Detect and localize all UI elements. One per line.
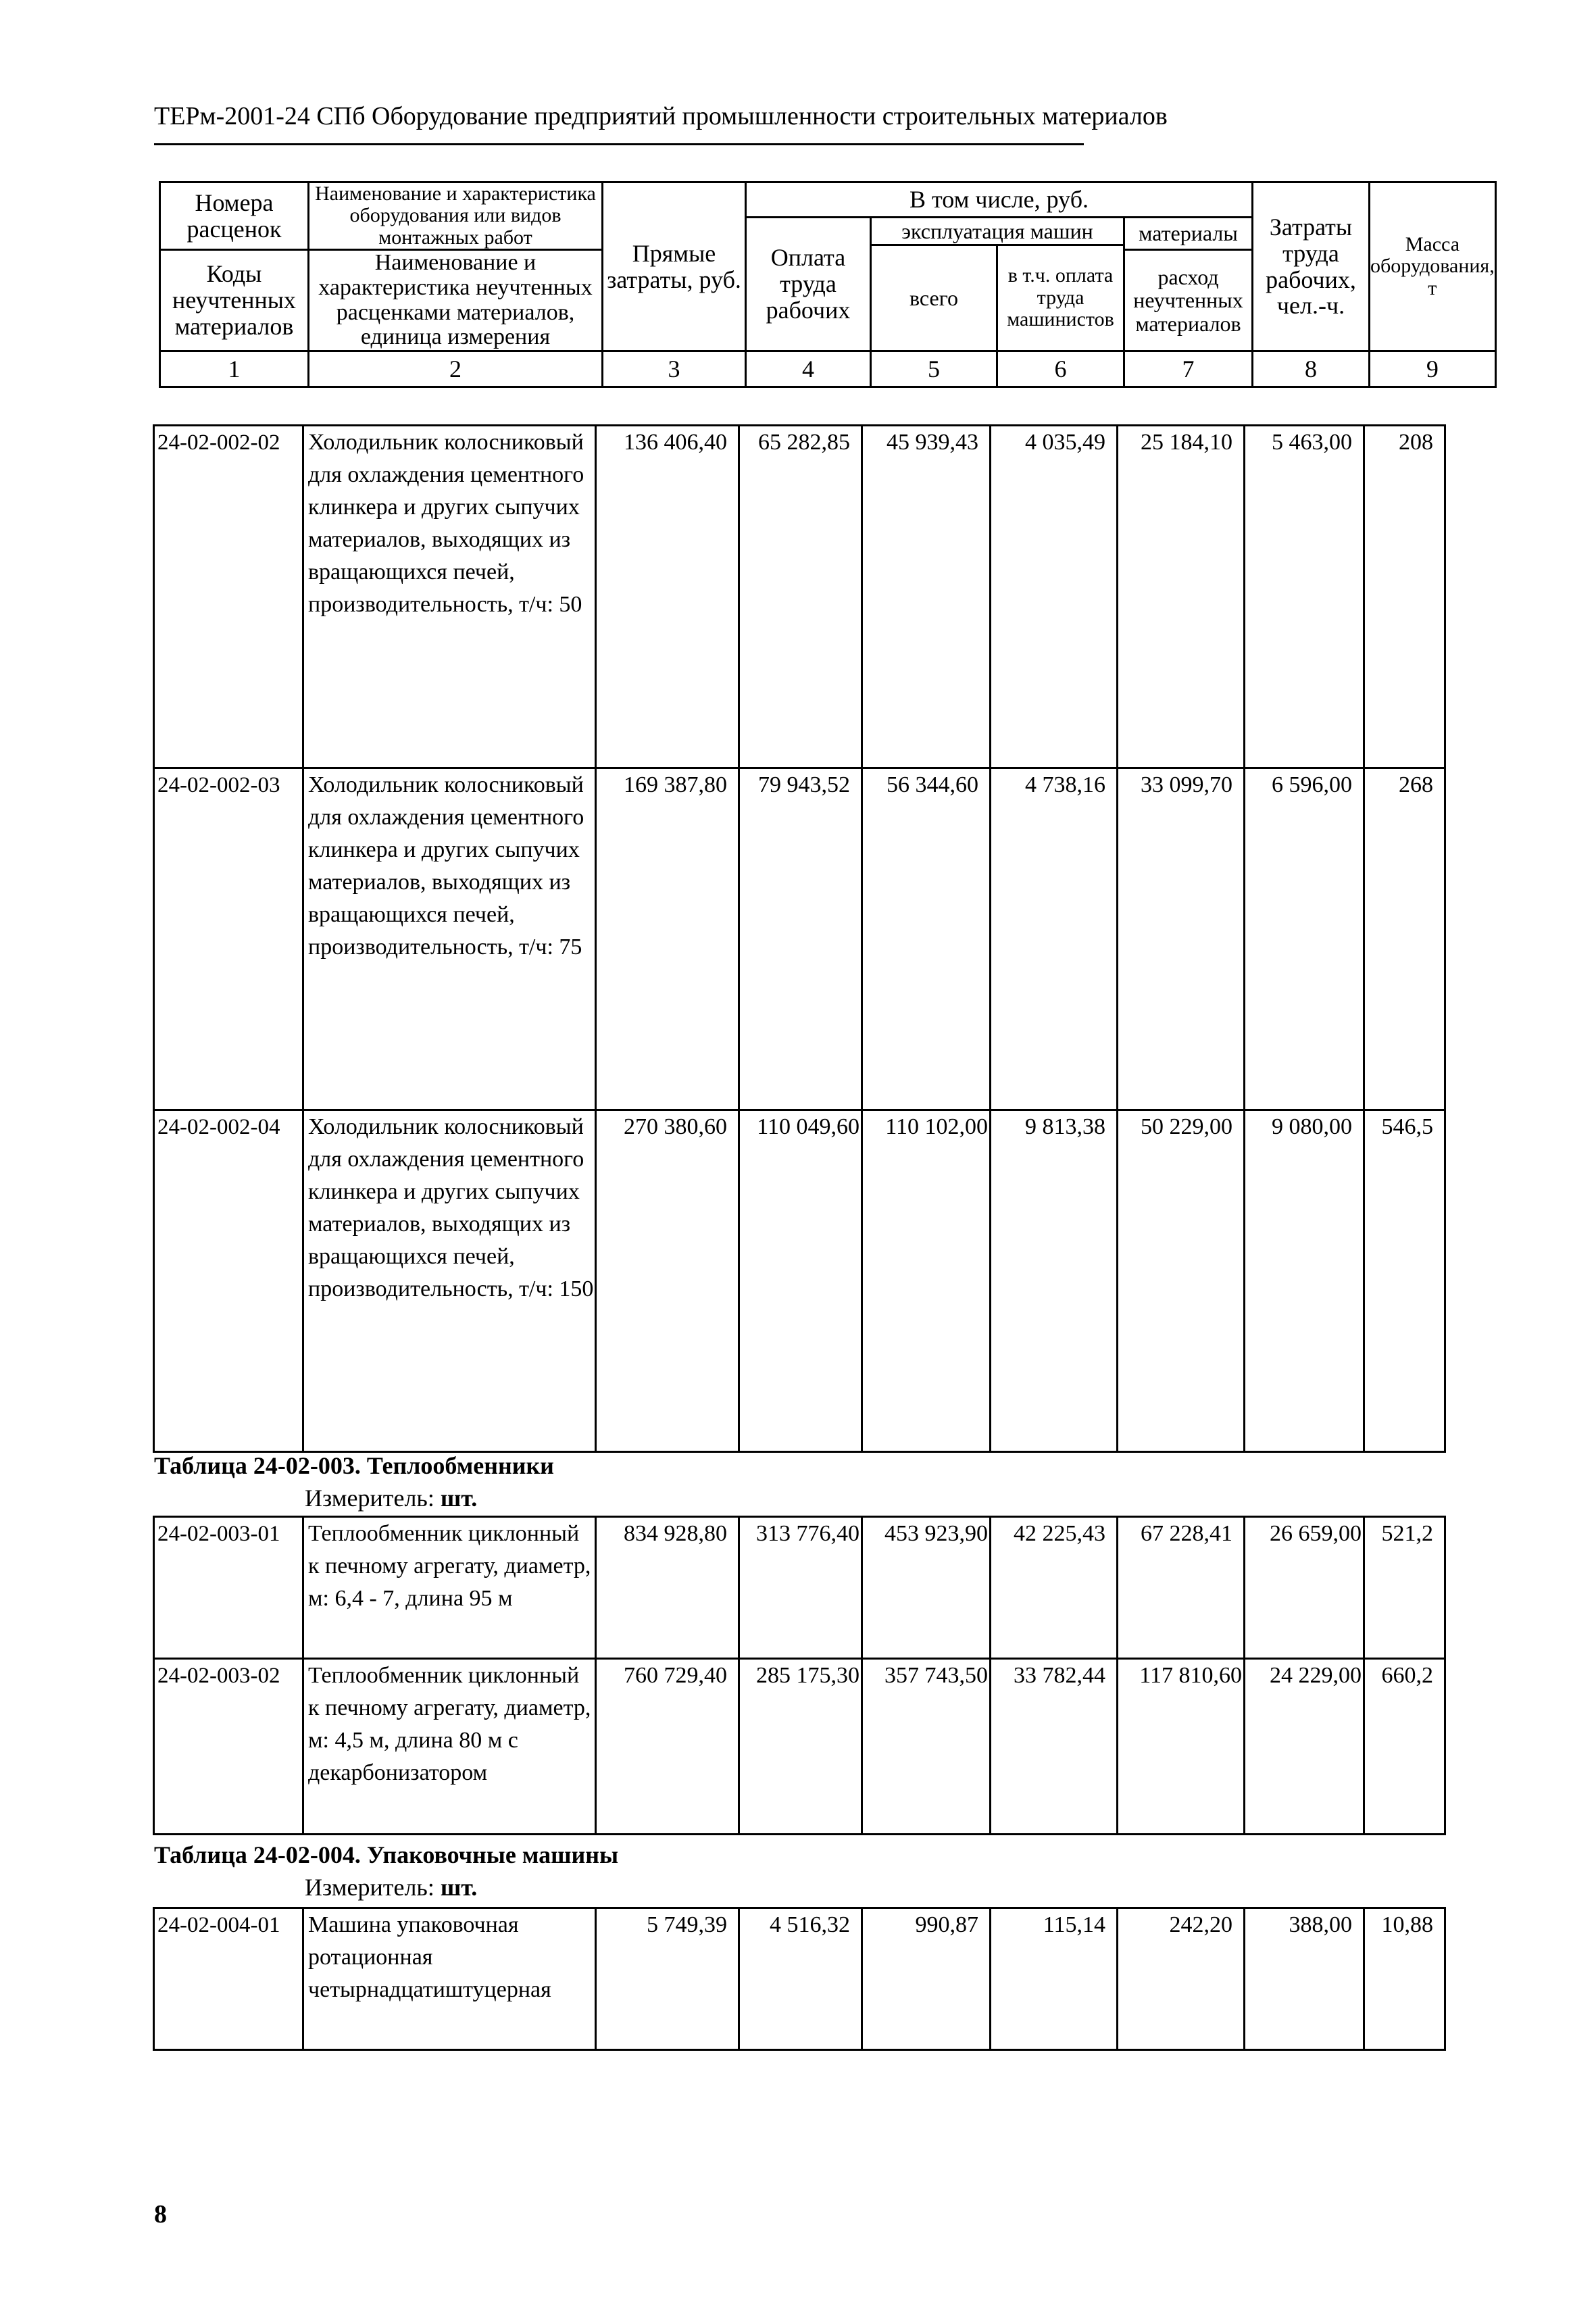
- equipment-mass: 660,2: [1364, 1659, 1445, 1835]
- labor-hours: 5 463,00: [1245, 426, 1364, 768]
- operators-cost: 4 738,16: [991, 768, 1118, 1110]
- rate-name: Теплообменник циклонный к печному агрегату, диаметр, м: 6,4 - 7, длина 95 м: [303, 1517, 596, 1659]
- labor-hours: 388,00: [1245, 1908, 1364, 2050]
- machines-cost: 110 102,00: [862, 1110, 991, 1452]
- table-row: [154, 1110, 1445, 1452]
- measure-unit-003: [305, 1484, 477, 1512]
- col-number: 8: [1253, 351, 1370, 387]
- labor-hours: 6 596,00: [1245, 768, 1364, 1110]
- running-header: ТЕРм-2001-24 СПб Оборудование предприятий промышленности строительных материалов: [154, 102, 1168, 130]
- materials-cost: 242,20: [1118, 1908, 1245, 2050]
- labor-cost: 65 282,85: [739, 426, 862, 768]
- col-number: 7: [1124, 351, 1253, 387]
- labor-hours: 24 229,00: [1245, 1659, 1364, 1835]
- labor-cost: 4 516,32: [739, 1908, 862, 2050]
- labor-cost: 79 943,52: [739, 768, 862, 1110]
- materials-header: материалы: [1124, 218, 1253, 250]
- column-header-table: [159, 181, 1497, 388]
- table-row: [154, 1517, 1445, 1659]
- operators-cost: 9 813,38: [991, 1110, 1118, 1452]
- equipment-mass: 268: [1364, 768, 1445, 1110]
- col-number: 3: [603, 351, 746, 387]
- col-number: 4: [746, 351, 871, 387]
- rates-table-002: [153, 424, 1446, 1453]
- direct-cost: 270 380,60: [596, 1110, 739, 1452]
- col-name-header: Наименование и характеристика оборудования или видов монтажных работ: [309, 182, 603, 250]
- rate-code: 24-02-002-03: [154, 768, 303, 1110]
- measure-label: Измеритель:: [305, 1874, 434, 1901]
- direct-cost: 760 729,40: [596, 1659, 739, 1835]
- measure-value: шт.: [440, 1485, 478, 1512]
- equipment-mass: 546,5: [1364, 1110, 1445, 1452]
- measure-unit-004: [305, 1873, 477, 1901]
- rate-code: 24-02-002-02: [154, 426, 303, 768]
- rate-name: Машина упаковочная ротационная четырнадцатиштуцерная: [303, 1908, 596, 2050]
- machines-cost: 357 743,50: [862, 1659, 991, 1835]
- rate-code: 24-02-003-02: [154, 1659, 303, 1835]
- machines-header: эксплуатация машин: [871, 218, 1124, 245]
- page-number: 8: [154, 2200, 167, 2229]
- operators-cost: 42 225,43: [991, 1517, 1118, 1659]
- materials-cost: 50 229,00: [1118, 1110, 1245, 1452]
- rates-table-004: [153, 1907, 1446, 2051]
- direct-cost: 834 928,80: [596, 1517, 739, 1659]
- materials-cost: 67 228,41: [1118, 1517, 1245, 1659]
- equipment-mass: 521,2: [1364, 1517, 1445, 1659]
- rate-code: 24-02-004-01: [154, 1908, 303, 2050]
- table-caption-003: Таблица 24-02-003. Теплообменники: [154, 1452, 554, 1479]
- operators-cost: 115,14: [991, 1908, 1118, 2050]
- rates-table-003: [153, 1516, 1446, 1835]
- col-materials-codes-header: Коды неучтенных материалов: [160, 250, 309, 351]
- group-header: В том числе, руб.: [746, 182, 1253, 218]
- rate-code: 24-02-002-04: [154, 1110, 303, 1452]
- materials-cost: 117 810,60: [1118, 1659, 1245, 1835]
- labor-cost: 285 175,30: [739, 1659, 862, 1835]
- operators-cost: 33 782,44: [991, 1659, 1118, 1835]
- col-materials-usage-header: расход неучтенных материалов: [1124, 250, 1253, 351]
- equipment-mass: 10,88: [1364, 1908, 1445, 2050]
- rate-name: Холодильник колосниковый для охлаждения цементного клинкера и других сыпучих материалов, выходящих из вращающихся печей, производительность, т/ч: 75: [303, 768, 596, 1110]
- col-codes-header: Номера расценок: [160, 182, 309, 250]
- col-operators-header: в т.ч. оплата труда машинистов: [997, 245, 1124, 351]
- materials-cost: 25 184,10: [1118, 426, 1245, 768]
- col-labor-header: Оплата труда рабочих: [746, 218, 871, 351]
- labor-hours: 26 659,00: [1245, 1517, 1364, 1659]
- measure-value: шт.: [440, 1874, 478, 1901]
- machines-cost: 45 939,43: [862, 426, 991, 768]
- machines-cost: 990,87: [862, 1908, 991, 2050]
- direct-cost: 169 387,80: [596, 768, 739, 1110]
- col-number: 9: [1370, 351, 1496, 387]
- machines-cost: 56 344,60: [862, 768, 991, 1110]
- labor-cost: 110 049,60: [739, 1110, 862, 1452]
- direct-cost: 5 749,39: [596, 1908, 739, 2050]
- table-row: [154, 426, 1445, 768]
- rate-name: Теплообменник циклонный к печному агрегату, диаметр, м: 4,5 м, длина 80 м с декарбонизатором: [303, 1659, 596, 1835]
- col-hours-header: Затраты труда рабочих, чел.-ч.: [1253, 182, 1370, 351]
- rate-name: Холодильник колосниковый для охлаждения цементного клинкера и других сыпучих материалов, выходящих из вращающихся печей, производительность, т/ч: 150: [303, 1110, 596, 1452]
- col-mass-header: Масса оборудования, т: [1370, 182, 1496, 351]
- col-materials-name-header: Наименование и характеристика неучтенных расценками материалов, единица измерения: [309, 250, 603, 351]
- materials-cost: 33 099,70: [1118, 768, 1245, 1110]
- direct-cost: 136 406,40: [596, 426, 739, 768]
- table-row: [154, 768, 1445, 1110]
- col-number: 2: [309, 351, 603, 387]
- col-machines-total-header: всего: [871, 245, 997, 351]
- labor-cost: 313 776,40: [739, 1517, 862, 1659]
- col-direct-header: Прямые затраты, руб.: [603, 182, 746, 351]
- machines-cost: 453 923,90: [862, 1517, 991, 1659]
- table-row: [154, 1908, 1445, 2050]
- table-caption-004: Таблица 24-02-004. Упаковочные машины: [154, 1841, 619, 1868]
- col-number: 5: [871, 351, 997, 387]
- equipment-mass: 208: [1364, 426, 1445, 768]
- rate-name: Холодильник колосниковый для охлаждения цементного клинкера и других сыпучих материалов, выходящих из вращающихся печей, производительность, т/ч: 50: [303, 426, 596, 768]
- table-row: [154, 1659, 1445, 1835]
- header-rule: [154, 143, 1084, 145]
- rate-code: 24-02-003-01: [154, 1517, 303, 1659]
- operators-cost: 4 035,49: [991, 426, 1118, 768]
- labor-hours: 9 080,00: [1245, 1110, 1364, 1452]
- measure-label: Измеритель:: [305, 1485, 434, 1512]
- col-number: 6: [997, 351, 1124, 387]
- col-number: 1: [160, 351, 309, 387]
